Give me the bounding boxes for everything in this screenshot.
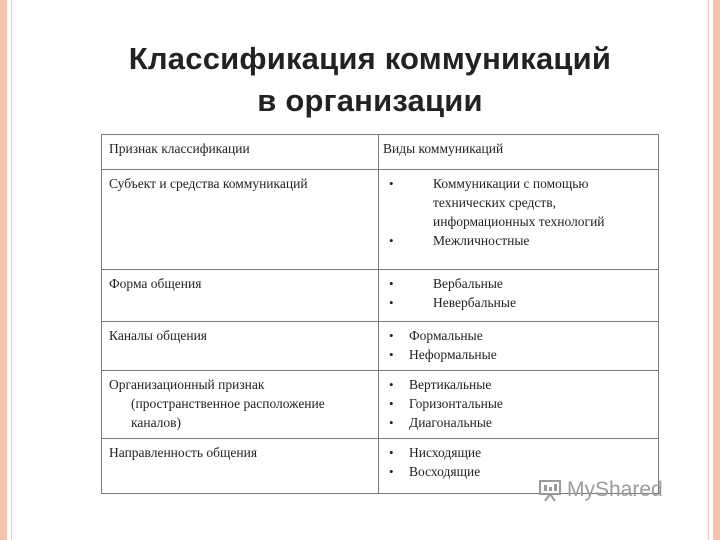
list-item: • Неформальные bbox=[383, 345, 651, 364]
kinds-cell bbox=[379, 170, 659, 270]
kinds-list bbox=[383, 274, 651, 312]
kinds-list bbox=[383, 443, 651, 481]
right-border-stripe bbox=[713, 0, 720, 540]
slide-title bbox=[40, 38, 700, 122]
right-border-line bbox=[708, 0, 709, 540]
title-line-2: в организации bbox=[257, 83, 483, 118]
header-kinds: Виды коммуникаций bbox=[379, 135, 659, 170]
kinds-cell bbox=[379, 371, 659, 439]
kinds-cell bbox=[379, 270, 659, 322]
criterion-cell: Форма общения bbox=[102, 270, 379, 322]
kinds-list bbox=[383, 174, 651, 250]
left-border-stripe bbox=[0, 0, 7, 540]
table-row bbox=[102, 270, 659, 322]
table-row bbox=[102, 371, 659, 439]
list-item: • Вертикальные bbox=[383, 375, 651, 394]
watermark-text: MyShared bbox=[567, 478, 663, 501]
kinds-list bbox=[383, 375, 651, 432]
header-criterion: Признак классификации bbox=[102, 135, 379, 170]
left-border-line bbox=[11, 0, 12, 540]
kinds-list bbox=[383, 326, 651, 364]
criterion-cell: Субъект и средства коммуникаций bbox=[102, 170, 379, 270]
table-row bbox=[102, 170, 659, 270]
list-item: • Межличностные bbox=[383, 231, 651, 250]
watermark-logo bbox=[538, 478, 663, 502]
list-item: • Вербальные bbox=[383, 274, 651, 293]
title-line-1: Классификация коммуникаций bbox=[128, 41, 612, 76]
table-header-row bbox=[102, 135, 659, 170]
list-item: • Коммуникации с помощью технических средств, информационных технологий bbox=[383, 174, 651, 231]
list-item: • Формальные bbox=[383, 326, 651, 345]
criterion-cell: Направленность общения bbox=[102, 439, 379, 494]
list-item: • Невербальные bbox=[383, 293, 651, 312]
criterion-note: (пространственное расположение каналов) bbox=[131, 396, 325, 430]
list-item: • Восходящие bbox=[383, 462, 651, 481]
list-item: • Нисходящие bbox=[383, 443, 651, 462]
presentation-icon bbox=[538, 478, 562, 502]
classification-table bbox=[101, 134, 659, 494]
criterion-line: Организационный признак bbox=[109, 377, 265, 392]
list-item: • Горизонтальные bbox=[383, 394, 651, 413]
list-item: • Диагональные bbox=[383, 413, 651, 432]
criterion-cell bbox=[102, 371, 379, 439]
kinds-cell bbox=[379, 322, 659, 371]
table-row bbox=[102, 322, 659, 371]
criterion-cell: Каналы общения bbox=[102, 322, 379, 371]
